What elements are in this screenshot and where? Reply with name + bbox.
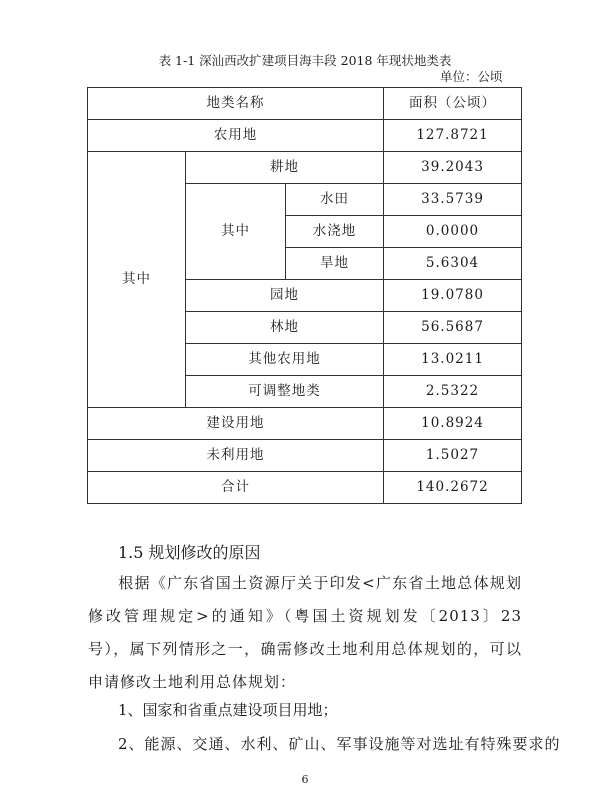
table-row [88,152,522,184]
row-value: 0.0000 [384,216,522,248]
list-item: 1、国家和省重点建设项目用地； [118,701,338,719]
row-label: 旱地 [286,248,384,280]
qizhong-outer-cell: 其中 [88,152,186,408]
row-value: 33.5739 [384,184,522,216]
list-item: 2、能源、交通、水利、矿山、军事设施等对选址有特殊要求的 [118,735,561,753]
row-value: 1.5027 [384,440,522,472]
row-value: 127.8721 [384,120,522,152]
row-label: 水田 [286,184,384,216]
qizhong-inner-cell: 其中 [186,184,286,280]
header-area: 面积（公顷） [384,88,522,120]
row-label: 农用地 [88,120,384,152]
row-label: 未利用地 [88,440,384,472]
row-value: 140.2672 [384,472,522,504]
row-value: 39.2043 [384,152,522,184]
land-use-table [87,87,522,504]
row-label: 园地 [186,280,384,312]
row-value: 56.5687 [384,312,522,344]
row-label: 水浇地 [286,216,384,248]
row-value: 10.8924 [384,408,522,440]
paragraph-text: 根据《广东省国土资源厅关于印发<广东省土地总体规划修改管理规定>的通知》（粤国土资规划发〔2013〕23 号），属下列情形之一，确需修改土地利用总体规划的，可以申请修改土地利用总体规划： [88,574,522,691]
row-label: 林地 [186,312,384,344]
unit-label: 单位：公顷 [440,69,503,84]
body-paragraph [88,567,522,699]
table-header-row [88,88,522,120]
row-value: 2.5322 [384,376,522,408]
row-value: 5.6304 [384,248,522,280]
table-row [88,472,522,504]
row-label: 耕地 [186,152,384,184]
table-caption: 表 1-1 深汕西改扩建项目海丰段 2018 年现状地类表 [158,53,452,68]
table-row [88,120,522,152]
row-label: 其他农用地 [186,344,384,376]
row-value: 19.0780 [384,280,522,312]
page-number: 6 [301,773,309,786]
row-label: 建设用地 [88,408,384,440]
row-label: 可调整地类 [186,376,384,408]
table-row [88,440,522,472]
table-row [88,408,522,440]
row-label: 合计 [88,472,384,504]
header-category: 地类名称 [88,88,384,120]
section-title: 1.5 规划修改的原因 [118,543,261,562]
row-value: 13.0211 [384,344,522,376]
